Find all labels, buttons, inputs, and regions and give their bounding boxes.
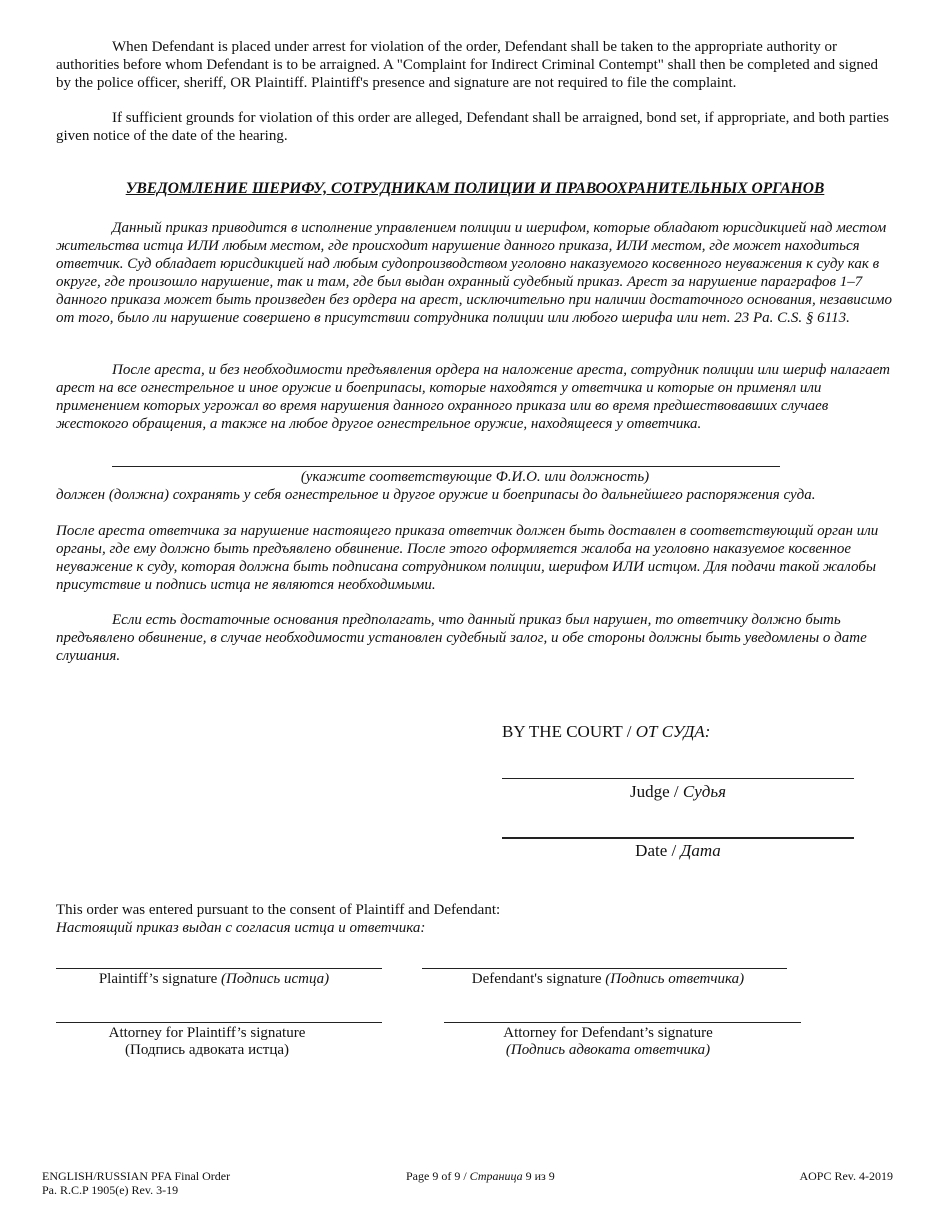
judge-label [502, 782, 854, 802]
attorney-defendant-label-ru: (Подпись адвоката ответчика) [505, 1042, 711, 1058]
grounds-paragraph-ru: Если есть достаточные основания предполагать, что данный приказ был нарушен, то ответчику должно быть предъявлено обвинение, в случае необходимости установлен судебный залог, и обе стороны должны быть уведомлены о дате слушания. [56, 612, 867, 664]
footer-form-name: ENGLISH/RUSSIAN PFA Final Order [42, 1169, 231, 1183]
footer-page-ru-rest: 9 из 9 [522, 1169, 555, 1183]
by-the-court [502, 722, 710, 742]
judge-label-en: Judge / [630, 782, 683, 801]
attorney-plaintiff-label-en: Attorney for Plaintiff’s signature [108, 1025, 306, 1041]
date-label [502, 841, 854, 861]
grounds-paragraph-en: If sufficient grounds for violation of this order are alleged, Defendant shall be arraigned, bond set, if appropriate, and both parties given notice of the date of the hearing. [56, 110, 889, 144]
attorney-defendant-label-en: Attorney for Defendant’s signature [503, 1025, 713, 1041]
weapons-paragraph-ru: После ареста, и без необходимости предъявления ордера на наложение ареста, сотрудник полиции или шериф налагает арест на все огнестрельное и иное оружие и боеприпасы, которые находятся у ответчика и которые он применял или применением которых угрожал во время нарушения данного охранного приказа или во время предшествовавших случаев жестокого обращения, а также на любое другое огнестрельное оружие, находящееся у ответчика. [56, 362, 891, 432]
plaintiff-label-ru: (Подпись истца) [221, 971, 330, 987]
footer-page-ru-word: Страница [469, 1169, 523, 1183]
attorney-plaintiff-signature-line[interactable] [56, 1022, 382, 1023]
footer-form-info [42, 1169, 230, 1197]
footer-page-number [406, 1169, 555, 1183]
footer-page-en: Page 9 of 9 / [406, 1169, 470, 1183]
by-court-ru: ОТ СУДА: [635, 722, 711, 741]
date-label-en: Date / [635, 841, 681, 860]
plaintiff-signature-label [56, 971, 372, 988]
attorney-plaintiff-label-ru: (Подпись адвоката истца) [125, 1042, 289, 1058]
attorney-defendant-signature-line[interactable] [444, 1022, 801, 1023]
after-arrest-paragraph-ru: После ареста ответчика за нарушение настоящего приказа ответчик должен быть доставлен в соответствующий орган или органы, где ему должно быть предъявлено обвинение. После этого оформляется жалоба на уголовно наказуемое косвенное неуважение к суду, которая должна быть подписана сотрудником полиции, шерифом ИЛИ истцом. Для подачи такой жалобы присутствие и подпись истца не являются необходимыми. [56, 523, 879, 593]
plaintiff-label-en: Plaintiff’s signature [98, 971, 222, 987]
by-court-en: BY THE COURT / [502, 722, 636, 741]
date-line[interactable] [502, 837, 854, 839]
consent-ru: Настоящий приказ выдан с согласия истца и ответчика: [56, 920, 426, 936]
judge-signature-line[interactable] [502, 778, 854, 779]
arrest-paragraph-en: When Defendant is placed under arrest for violation of the order, Defendant shall be taken to the appropriate authority or authorities before whom Defendant is to be arraigned. A "Complaint for Indirect Criminal Contempt" shall then be completed and signed by the police officer, sheriff, OR Plaintiff. Plaintiff's presence and signature are not required to file the complaint. [56, 39, 879, 91]
defendant-signature-label [422, 971, 794, 988]
date-label-ru: Дата [680, 841, 721, 860]
attorney-plaintiff-label [56, 1025, 358, 1059]
keep-weapons-ru: должен (должна) сохранять у себя огнестрельное и другое оружие и боеприпасы до дальнейшего распоряжения суда. [56, 487, 816, 503]
defendant-label-ru: (Подпись ответчика) [605, 971, 745, 987]
enforcement-paragraph-ru: Данный приказ приводится в исполнение управлением полиции и шерифом, которые обладают юрисдикцией над местом жительства истца ИЛИ любым местом, где происходит нарушение данного приказа, ИЛИ местом, где может находиться ответчик. Суд обладает юрисдикцией над любым судопроизводством уголовно наказуемого косвенного неуважения к суду как в округе, где произошло нарушение, так и там, где был выдан охранный судебный приказ. Арест за нарушение параграфов 1–7 данного приказа может быть произведен без ордера на арест, исключительно при наличии достаточного основания, независимо от того, было ли нарушение совершено в присутствии сотрудника полиции или любого шерифа или нет. 23 Pa. C.S. § 6113. [56, 220, 892, 326]
notice-heading-ru: УВЕДОМЛЕНИЕ ШЕРИФУ, СОТРУДНИКАМ ПОЛИЦИИ И ПРАВООХРАНИТЕЛЬНЫХ ОРГАНОВ [125, 180, 825, 197]
defendant-label-en: Defendant's signature [471, 971, 606, 987]
consent-en: This order was entered pursuant to the consent of Plaintiff and Defendant: [56, 902, 501, 918]
judge-label-ru: Судья [682, 782, 726, 801]
attorney-defendant-label [444, 1025, 772, 1059]
name-hint-ru: (укажите соответствующие Ф.И.О. или должность) [300, 469, 650, 485]
defendant-signature-line[interactable] [422, 968, 787, 969]
footer-revision: AOPC Rev. 4-2019 [799, 1169, 893, 1183]
plaintiff-signature-line[interactable] [56, 968, 382, 969]
footer-rule: Pa. R.C.P 1905(e) Rev. 3-19 [42, 1183, 179, 1197]
name-blank-line[interactable] [112, 466, 780, 467]
